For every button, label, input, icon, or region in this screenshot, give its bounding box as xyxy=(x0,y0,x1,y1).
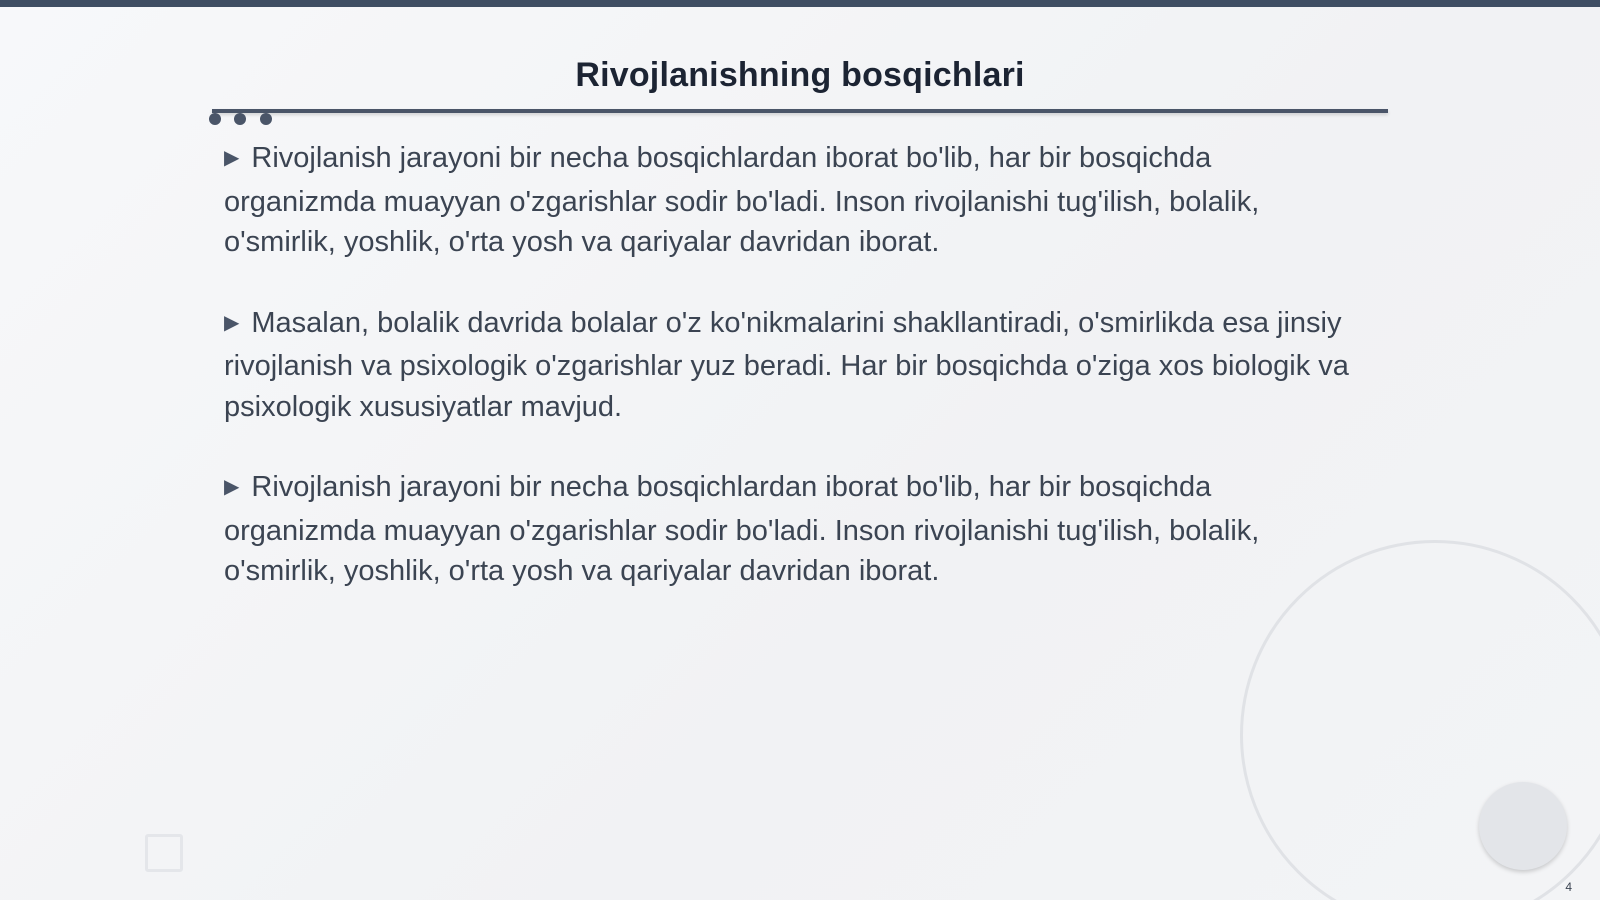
bullet-arrow-icon: ▶ xyxy=(224,476,240,498)
title-underline xyxy=(212,109,1388,113)
bullet-item xyxy=(224,303,1354,428)
bullet-text: Rivojlanish jarayoni bir necha bosqichlardan iborat bo'lib, har bir bosqichda organizmda muayyan o'zgarishlar sodir bo'ladi. Inson rivojlanishi tug'ilish, bolalik, o'smirlik, yoshlik, o'rta yosh va qariyalar davridan iborat. xyxy=(224,142,1260,258)
slide-title: Rivojlanishning bosqichlari xyxy=(575,56,1025,94)
bullet-text: Rivojlanish jarayoni bir necha bosqichlardan iborat bo'lib, har bir bosqichda organizmda muayyan o'zgarishlar sodir bo'ladi. Inson rivojlanishi tug'ilish, bolalik, o'smirlik, yoshlik, o'rta yosh va qariyalar davridan iborat. xyxy=(224,471,1260,587)
bullet-text: Masalan, bolalik davrida bolalar o'z ko'nikmalarini shakllantiradi, o'smirlikda esa jinsiy rivojlanish va psixologik o'zgarishlar yuz beradi. Har bir bosqichda o'ziga xos biologik va psixologik xususiyatlar mavjud. xyxy=(224,306,1349,423)
decorative-dot xyxy=(209,113,221,125)
bullet-arrow-icon: ▶ xyxy=(224,311,240,334)
decorative-square xyxy=(145,834,183,872)
bullet-item xyxy=(224,138,1354,263)
page-number: 4 xyxy=(1565,880,1572,894)
bullet-arrow-icon: ▶ xyxy=(224,147,240,169)
decorative-circle xyxy=(1479,782,1567,870)
top-accent-bar xyxy=(0,0,1600,7)
decorative-dot xyxy=(234,113,246,125)
bullet-list xyxy=(224,138,1354,632)
bullet-item xyxy=(224,467,1354,592)
decorative-dot xyxy=(260,113,272,125)
